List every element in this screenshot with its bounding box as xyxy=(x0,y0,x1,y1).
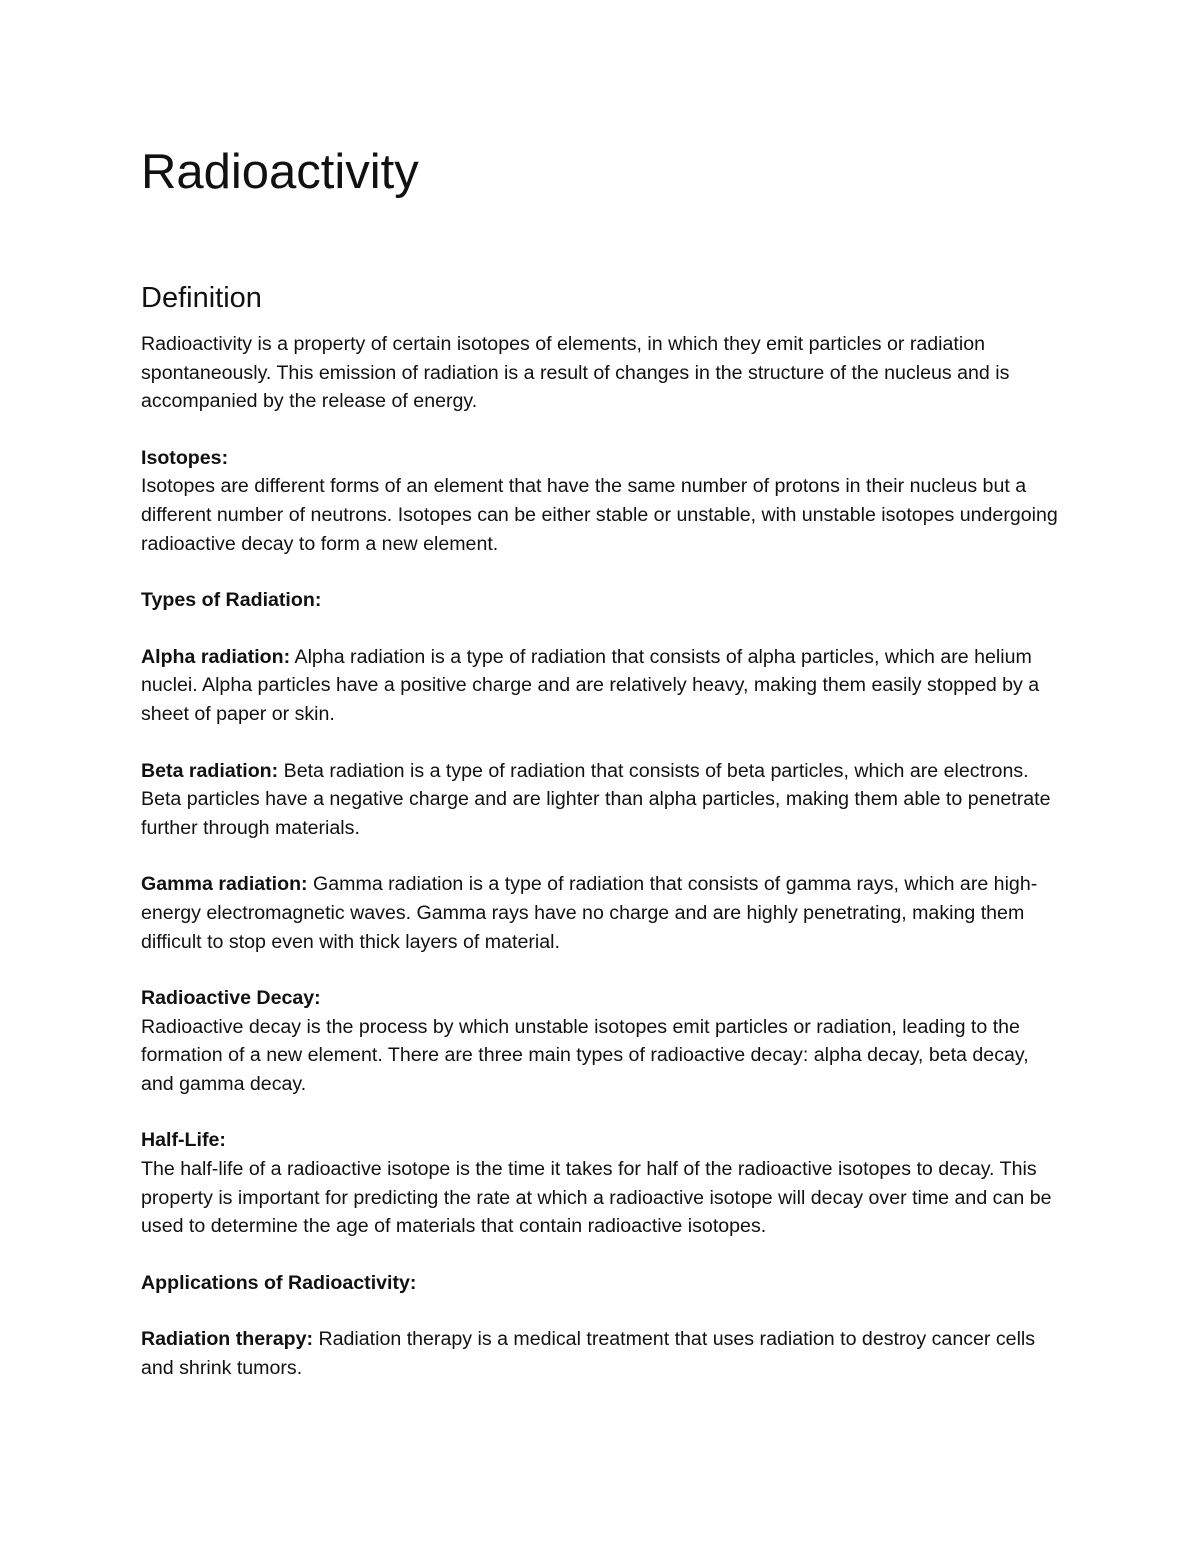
types-heading xyxy=(141,586,1061,615)
therapy-text: Radiation therapy is a medical treatment that uses radiation to destroy cancer cells and shrink tumors. xyxy=(141,1328,1036,1380)
beta-text: Beta radiation is a type of radiation that consists of beta particles, which are electrons. Beta particles have a negative charge and are lighter than alpha particles, making them able to penetrate further through materials. xyxy=(141,759,1051,839)
applications-heading xyxy=(141,1269,1061,1298)
therapy-paragraph xyxy=(141,1325,1061,1382)
decay-text: Radioactive decay is the process by which unstable isotopes emit particles or radiation, leading to the formation of a new element. There are three main types of radioactive decay: alpha decay, beta decay, and gamma decay. xyxy=(141,1015,1029,1095)
definition-heading: Definition xyxy=(141,282,262,314)
definition-paragraph: Radioactivity is a property of certain isotopes of elements, in which they emit particles or radiation spontaneously. This emission of radiation is a result of changes in the structure of the nucleus and is accompanied by the release of energy. xyxy=(141,333,1010,413)
halflife-text: The half-life of a radioactive isotope is the time it takes for half of the radioactive isotopes to decay. This property is important for predicting the rate at which a radioactive isotope will decay over time and can be used to determine the age of materials that contain radioactive isotopes. xyxy=(141,1158,1052,1238)
halflife-section xyxy=(141,1126,1061,1240)
document-body xyxy=(141,330,1061,1411)
decay-label: Radioactive Decay: xyxy=(141,987,321,1010)
alpha-text: Alpha radiation is a type of radiation that consists of alpha particles, which are helium nuclei. Alpha particles have a positive charge and are relatively heavy, making them easily stopped by a sheet of paper or skin. xyxy=(141,645,1040,725)
alpha-label: Alpha radiation: xyxy=(141,645,291,668)
therapy-label: Radiation therapy: xyxy=(141,1328,314,1351)
isotopes-section xyxy=(141,444,1061,558)
alpha-paragraph xyxy=(141,643,1061,729)
halflife-label: Half-Life: xyxy=(141,1129,226,1152)
beta-paragraph xyxy=(141,757,1061,843)
applications-label: Applications of Radioactivity: xyxy=(141,1271,417,1294)
decay-section xyxy=(141,984,1061,1098)
isotopes-label: Isotopes: xyxy=(141,446,229,469)
page-title: Radioactivity xyxy=(141,145,419,199)
types-of-radiation-label: Types of Radiation: xyxy=(141,589,322,612)
gamma-text: Gamma radiation is a type of radiation that consists of gamma rays, which are high-energy electromagnetic waves. Gamma rays have no charge and are highly penetrating, making them difficult to stop even with thick layers of material. xyxy=(141,873,1038,953)
beta-label: Beta radiation: xyxy=(141,759,279,782)
gamma-label: Gamma radiation: xyxy=(141,873,308,896)
gamma-paragraph xyxy=(141,870,1061,956)
isotopes-text: Isotopes are different forms of an element that have the same number of protons in their nucleus but a different number of neutrons. Isotopes can be either stable or unstable, with unstable isotopes undergoing radioactive decay to form a new element. xyxy=(141,475,1058,555)
